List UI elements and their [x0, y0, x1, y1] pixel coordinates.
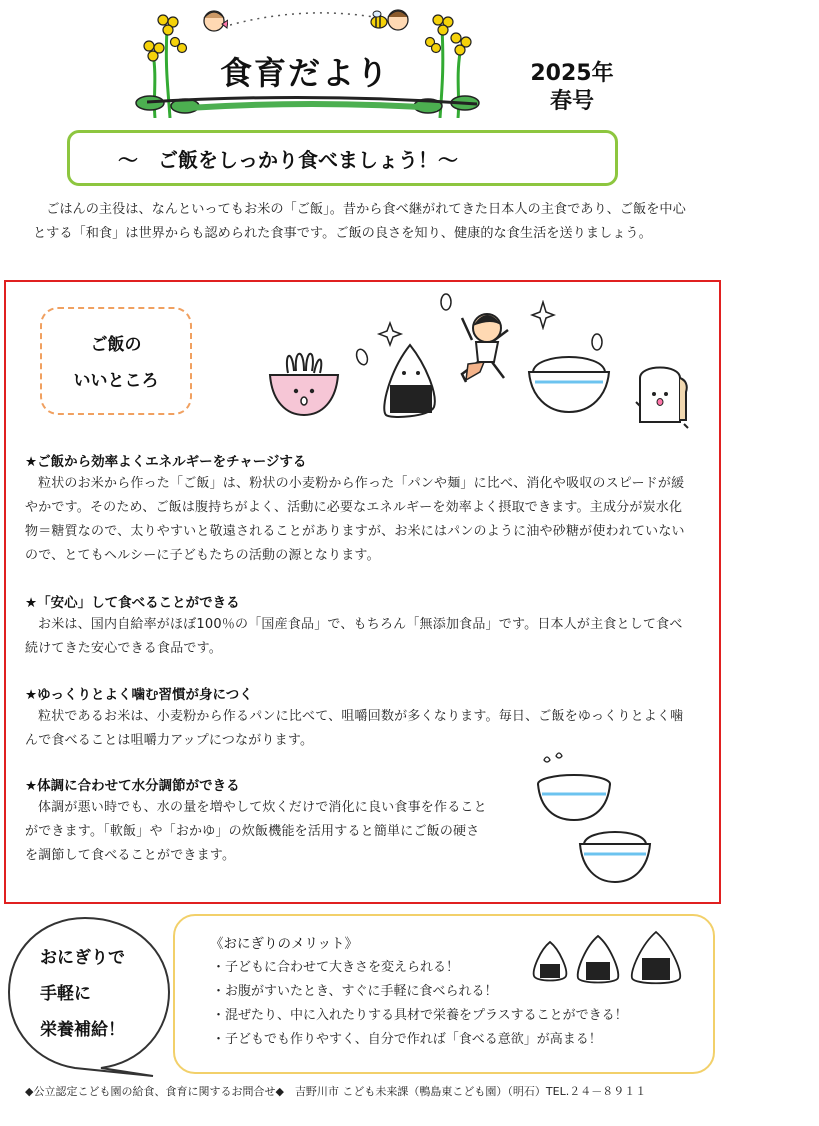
jumping-child-icon — [432, 290, 522, 395]
child-face-icon — [385, 6, 411, 32]
speech-line3: 栄養補給！ — [40, 1020, 125, 1040]
section-heading-safety: ★「安心」して食べることができる — [25, 595, 240, 611]
rice-bowl-small-icon — [576, 822, 654, 887]
onigiri-character-icon — [350, 315, 440, 420]
sparkle-icon — [530, 300, 556, 330]
speech-line1: おにぎりで — [40, 948, 125, 968]
good-points-label-line1: ご飯の — [90, 335, 142, 355]
speech-bubble-text — [40, 940, 125, 1048]
porridge-bowl-icon — [534, 752, 614, 827]
section-body-water: 体調が悪い時でも、水の量を増やして炊くだけで消化に良い食事を作ることができます。「軟飯」や「おかゆ」の炊飯機能を活用すると簡単にご飯の硬さを調節して食べることができます。 — [25, 800, 487, 863]
speech-line2: 手軽に — [40, 984, 91, 1004]
good-points-label-line2: いいところ — [73, 371, 159, 391]
merit-title: 《おにぎりのメリット》 — [210, 936, 358, 952]
subtitle: ～ ご飯をしっかり食べましょう！～ — [118, 148, 458, 172]
newsletter-title: 食育だより — [220, 54, 391, 92]
intro-paragraph: ごはんの主役は、なんといってもお米の「ご飯」。昔から食べ継がれてきた日本人の主食であり、ご飯を中心とする「和食」は世界からも認められた食事です。ご飯の良さを知り、健康的な食生活を送りましょう。 — [33, 202, 686, 241]
merit-item: ・子どもに合わせて大きさを変えられる！ — [212, 960, 460, 975]
issue-season: 春号 — [549, 89, 594, 114]
section-body-chewing: 粒状であるお米は、小麦粉から作るパンに比べて、咀嚼回数が多くなります。毎日、ご飯をゆっくりとよく噛んで食べることは咀嚼力アップにつながります。 — [25, 709, 684, 748]
issue-year: 2025年 — [530, 61, 614, 86]
onigiri-trio-icon — [528, 930, 688, 986]
section-heading-chewing: ★ゆっくりとよく噛む習慣が身につく — [25, 687, 253, 703]
rice-bowl-icon — [525, 330, 615, 420]
section-heading-water: ★体調に合わせて水分調節ができる — [25, 778, 240, 794]
section-body-safety: お米は、国内自給率がほぼ100％の「国産食品」で、もちろん「無添加食品」です。日本人が主食として食べ続けてきた安心できる食品です。 — [25, 617, 683, 656]
section-body-energy: 粒状のお米から作った「ご飯」は、粉状の小麦粉から作った「パンや麺」に比べ、消化や吸収のスピードが緩やかです。そのため、ご飯は腹持ちがよく、活動に必要なエネルギーを効率よく摂取できます。主成分が炭水化物＝糖質なので、太りやすいと敬遠されることがありますが、お米にはパンのように油や砂糖が使われていないので、とてもヘルシーに子どもたちの活動の源となります。 — [25, 476, 685, 563]
child-face-icon — [200, 6, 228, 34]
noodle-bowl-icon — [266, 343, 342, 421]
section-heading-energy: ★ご飯から効率よくエネルギーをチャージする — [25, 454, 307, 470]
good-points-label — [40, 307, 192, 415]
dotted-path-decoration — [230, 10, 380, 30]
bread-character-icon — [632, 362, 692, 432]
merit-item: ・子どもでも作りやすく、自分で作れば「食べる意欲」が高まる！ — [212, 1032, 602, 1047]
merit-item: ・混ぜたり、中に入れたりする具材で栄養をプラスすることができる！ — [212, 1008, 628, 1023]
issue-label — [512, 60, 632, 116]
merit-item: ・お腹がすいたとき、すぐに手軽に食べられる！ — [212, 984, 498, 999]
footer-contact: ◆公立認定こども園の給食、食育に関するお問合せ◆ 吉野川市 こども未来課（鴨島東こども園）（明石）TEL.２４－８９１１ — [25, 1085, 647, 1098]
